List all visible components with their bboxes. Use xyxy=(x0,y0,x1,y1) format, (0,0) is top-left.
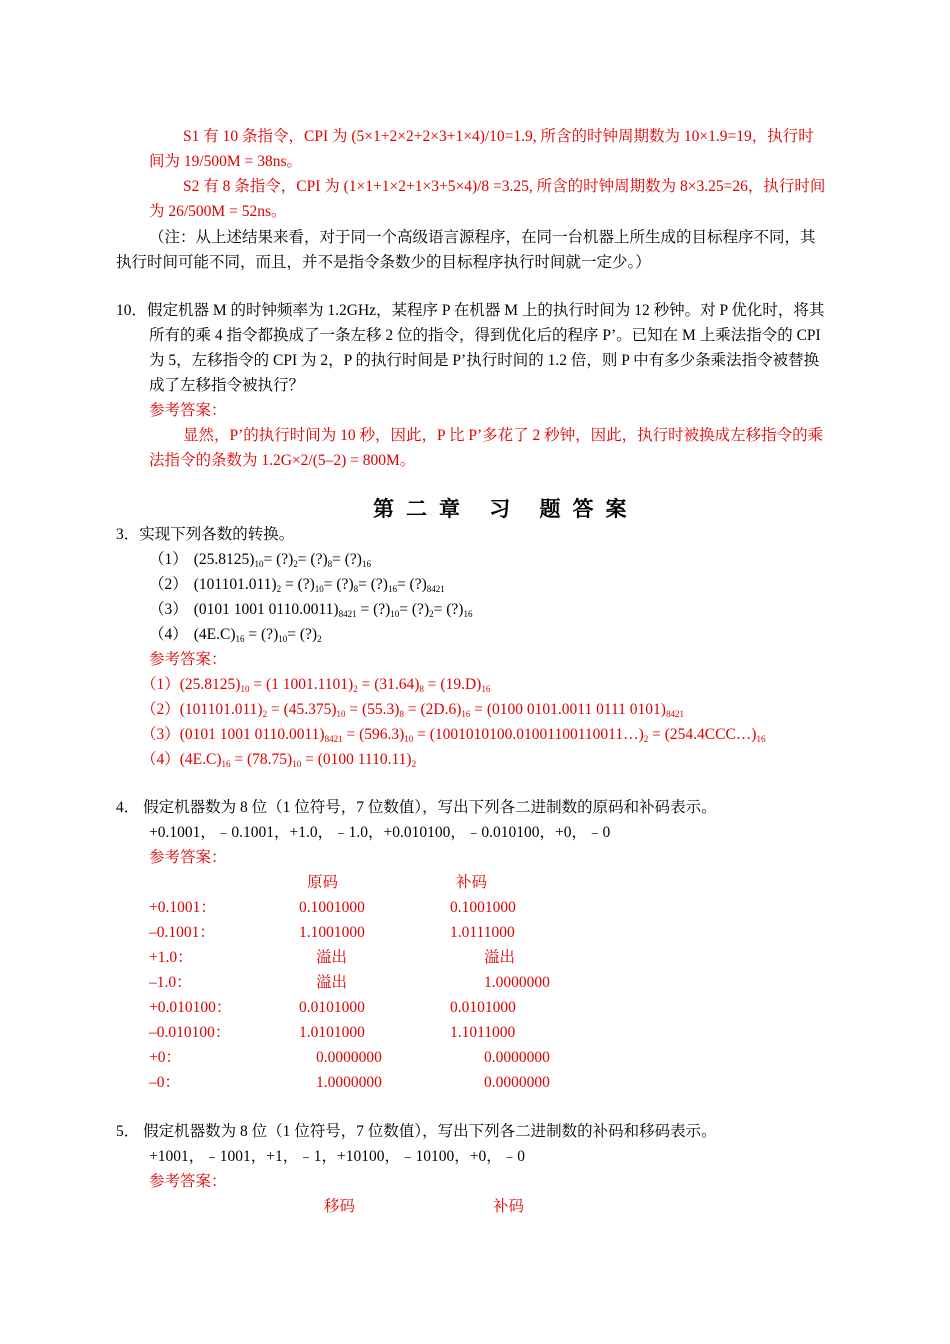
q4-row-original: 0.0000000 xyxy=(316,1049,382,1066)
q4-answer-label: 参考答案： xyxy=(149,849,227,866)
q4-header-original: 原码 xyxy=(307,874,339,891)
radix-subscript: 16 xyxy=(235,634,245,644)
formula-term: = (?) xyxy=(297,551,328,568)
q3-item-number: （3） xyxy=(149,601,188,618)
q4-header-complement: 补码 xyxy=(456,874,488,891)
radix-subscript: 2 xyxy=(429,609,434,619)
q4-row-original: 0.0101000 xyxy=(299,999,365,1016)
q3-answer-3 xyxy=(141,725,765,749)
q4-row-complement: 0.0000000 xyxy=(484,1074,550,1091)
q4-row-label: +0.1001： xyxy=(149,899,216,916)
q3-item-4 xyxy=(149,625,322,649)
q3-answer-2 xyxy=(141,700,684,724)
formula-term: = (0100 0101.0011 0111 0101) xyxy=(470,701,666,718)
s1-line-1: S1 有 10 条指令，CPI 为 (5×1+2×2+2×3+1×4)/10=1.9, 所含的时钟周期数为 10×1.9=19，执行时 xyxy=(183,128,814,145)
q4-row-complement: 1.0000000 xyxy=(484,974,550,991)
q3-answer-number: （1） xyxy=(141,676,180,693)
s1-line-2: 间为 19/500M = 38ns。 xyxy=(149,153,302,170)
q10-answer-label: 参考答案： xyxy=(149,402,227,419)
formula-term: (25.8125) xyxy=(193,551,255,568)
radix-subscript: 2 xyxy=(411,759,417,769)
q4-row-label: +1.0： xyxy=(149,949,193,966)
radix-subscript: 10 xyxy=(278,634,288,644)
radix-subscript: 10 xyxy=(336,709,346,719)
radix-subscript: 16 xyxy=(461,709,471,719)
radix-subscript: 2 xyxy=(262,709,268,719)
formula-term: = (596.3) xyxy=(342,726,405,743)
radix-subscript: 8421 xyxy=(665,709,684,719)
radix-subscript: 2 xyxy=(353,684,358,694)
q10-answer-line-1: 显然，P’的执行时间为 10 秒，因此，P 比 P’多花了 2 秒钟，因此，执行时被换成左移指令的乘 xyxy=(183,427,824,444)
q4-row-label: –0： xyxy=(149,1074,181,1091)
q4-row-complement: 0.0101000 xyxy=(450,999,516,1016)
q10-line-1: 10．假定机器 M 的时钟频率为 1.2GHz，某程序 P 在机器 M 上的执行时间为 12 秒钟。对 P 优化时，将其 xyxy=(116,302,825,319)
formula-term: = (1001010100.01001100110011…) xyxy=(413,726,644,743)
radix-subscript: 16 xyxy=(481,684,491,694)
radix-subscript: 10 xyxy=(314,584,324,594)
formula-term: (0101 1001 0110.0011) xyxy=(193,601,339,618)
formula-term: (0101 1001 0110.0011) xyxy=(179,726,325,743)
formula-term: = (?) xyxy=(433,601,464,618)
radix-subscript: 10 xyxy=(240,684,250,694)
q4-row-complement: 1.0111000 xyxy=(450,924,515,941)
q5-header-excess: 移码 xyxy=(324,1198,356,1215)
chapter-title: 第二章 习 题答案 xyxy=(373,497,639,521)
radix-subscript: 2 xyxy=(276,584,282,594)
q10-line-4: 成了左移指令被执行？ xyxy=(149,377,305,394)
formula-term: = (?) xyxy=(358,576,388,593)
q4-row-original: 0.1001000 xyxy=(299,899,365,916)
formula-term: (4E.C) xyxy=(193,626,236,643)
q4-row-complement: 1.1011000 xyxy=(450,1024,516,1041)
radix-subscript: 16 xyxy=(361,559,371,569)
q4-row-original: 1.0101000 xyxy=(299,1024,365,1041)
radix-subscript: 10 xyxy=(254,559,264,569)
formula-term: (101101.011) xyxy=(193,576,277,593)
q5-answer-label: 参考答案： xyxy=(149,1173,227,1190)
formula-term: = (?) xyxy=(396,576,427,593)
q4-row-original: 1.1001000 xyxy=(299,924,365,941)
formula-term: (25.8125) xyxy=(179,676,241,693)
formula-term: = (?) xyxy=(244,626,279,643)
formula-term: (101101.011) xyxy=(179,701,263,718)
formula-term: = (254.4CCC…) xyxy=(648,726,757,743)
q5-values: +1001，﹣1001，+1，﹣1，+10100，﹣10100，+0，﹣0 xyxy=(149,1148,525,1165)
q4-row-label: –0.010100： xyxy=(149,1024,231,1041)
radix-subscript: 8 xyxy=(399,709,404,719)
q4-row-original: 1.0000000 xyxy=(316,1074,382,1091)
note-line-1: （注：从上述结果来看，对于同一个高级语言源程序，在同一台机器上所生成的目标程序不同，其 xyxy=(149,229,816,246)
q5-prompt: 5． 假定机器数为 8 位（1 位符号，7 位数值），写出下列各二进制数的补码和移码表示。 xyxy=(116,1123,717,1140)
radix-subscript: 10 xyxy=(404,734,414,744)
q3-item-2 xyxy=(149,575,445,599)
q3-answer-number: （2） xyxy=(141,701,180,718)
q4-row-label: –1.0： xyxy=(149,974,192,991)
q3-answer-number: （3） xyxy=(141,726,180,743)
radix-subscript: 16 xyxy=(221,759,231,769)
radix-subscript: 16 xyxy=(463,609,473,619)
formula-term: = (?) xyxy=(287,626,318,643)
q10-line-2: 所有的乘 4 指令都换成了一条左移 2 位的指令，得到优化后的程序 P’。已知在 M 上乘法指令的 CPI xyxy=(149,327,821,344)
radix-subscript: 10 xyxy=(390,609,400,619)
q3-answer-1 xyxy=(141,675,490,699)
q4-prompt: 4． 假定机器数为 8 位（1 位符号，7 位数值），写出下列各二进制数的原码和补码表示。 xyxy=(116,799,717,816)
note-line-2: 执行时间可能不同，而且，并不是指令条数少的目标程序执行时间就一定少。） xyxy=(116,254,651,271)
radix-subscript: 2 xyxy=(317,634,322,644)
q3-answer-label: 参考答案： xyxy=(149,651,227,668)
q3-prompt: 3．实现下列各数的转换。 xyxy=(116,526,295,543)
formula-term: = (45.375) xyxy=(267,701,337,718)
q4-row-complement: 溢出 xyxy=(484,949,516,966)
formula-term: = (78.75) xyxy=(230,751,293,768)
radix-subscript: 8 xyxy=(353,584,359,594)
q10-line-3: 为 5，左移指令的 CPI 为 2，P 的执行时间是 P’执行时间的 1.2 倍，则 P 中有多少条乘法指令被替换 xyxy=(149,352,820,369)
formula-term: = (?) xyxy=(281,576,315,593)
q4-row-original: 溢出 xyxy=(316,974,348,991)
formula-term: = (0100 1110.11) xyxy=(301,751,412,768)
formula-term: = (?) xyxy=(263,551,294,568)
q5-header-complement: 补码 xyxy=(493,1198,525,1215)
q3-item-number: （4） xyxy=(149,626,188,643)
radix-subscript: 8 xyxy=(419,684,424,694)
formula-term: = (?) xyxy=(323,576,354,593)
radix-subscript: 8421 xyxy=(324,734,343,744)
formula-term: = (1 1001.1101) xyxy=(249,676,354,693)
formula-term: = (?) xyxy=(356,601,391,618)
radix-subscript: 2 xyxy=(293,559,298,569)
radix-subscript: 8421 xyxy=(338,609,357,619)
formula-term: = (2D.6) xyxy=(403,701,462,718)
q4-row-original: 溢出 xyxy=(316,949,348,966)
q10-answer-line-2: 法指令的条数为 1.2G×2/(5–2) = 800M。 xyxy=(149,452,416,469)
q3-item-3 xyxy=(149,600,472,624)
radix-subscript: 16 xyxy=(756,734,766,744)
q4-row-label: +0.010100： xyxy=(149,999,232,1016)
formula-term: = (?) xyxy=(332,551,362,568)
q3-item-number: （2） xyxy=(149,576,188,593)
s2-line-1: S2 有 8 条指令，CPI 为 (1×1+1×2+1×3+5×4)/8 =3.25, 所含的时钟周期数为 8×3.25=26，执行时间 xyxy=(183,178,826,195)
s2-line-2: 为 26/500M = 52ns。 xyxy=(149,203,287,220)
formula-term: = (31.64) xyxy=(357,676,420,693)
q4-row-label: –0.1001： xyxy=(149,924,215,941)
radix-subscript: 8421 xyxy=(426,584,445,594)
q4-values: +0.1001，﹣0.1001，+1.0，﹣1.0，+0.010100，﹣0.010100，+0，﹣0 xyxy=(149,824,611,841)
radix-subscript: 8 xyxy=(327,559,333,569)
formula-term: (4E.C) xyxy=(179,751,222,768)
q3-item-number: （1） xyxy=(149,551,188,568)
q4-row-label: +0： xyxy=(149,1049,181,1066)
q3-answer-number: （4） xyxy=(141,751,180,768)
radix-subscript: 10 xyxy=(292,759,302,769)
radix-subscript: 2 xyxy=(643,734,649,744)
q4-row-complement: 0.0000000 xyxy=(484,1049,550,1066)
q3-answer-4 xyxy=(141,750,416,774)
radix-subscript: 16 xyxy=(387,584,397,594)
formula-term: = (19.D) xyxy=(423,676,482,693)
formula-term: = (55.3) xyxy=(345,701,400,718)
q4-row-complement: 0.1001000 xyxy=(450,899,516,916)
formula-term: = (?) xyxy=(399,601,430,618)
q3-item-1 xyxy=(149,550,371,574)
